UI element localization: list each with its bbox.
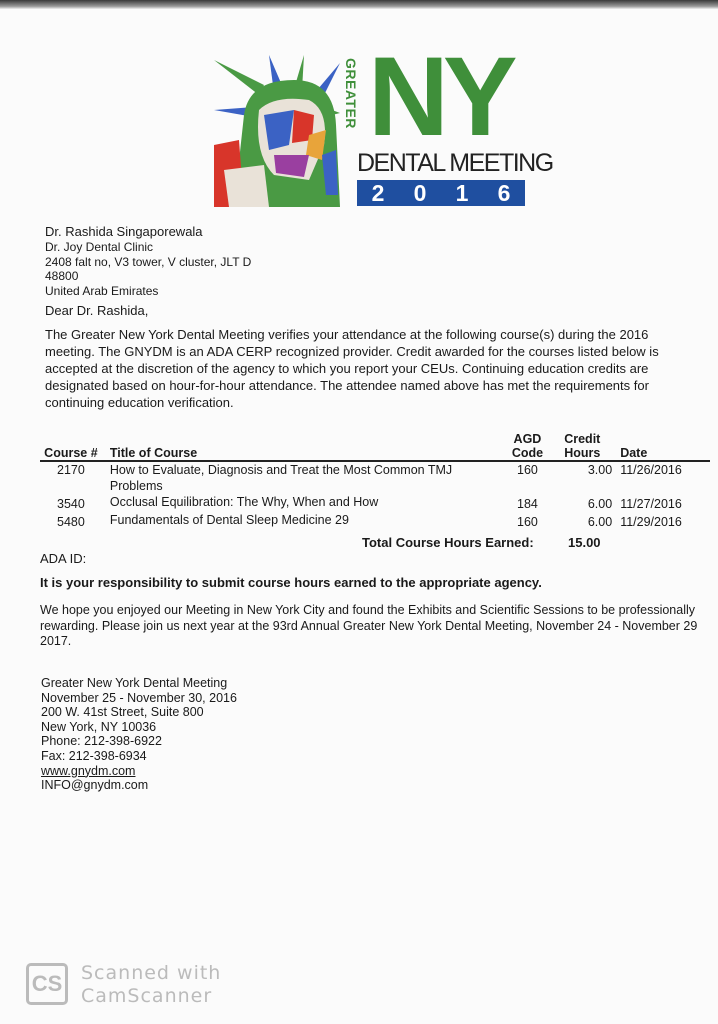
recipient-name: Dr. Rashida Singaporewala — [45, 224, 203, 239]
responsibility-notice: It is your responsibility to submit course hours earned to the appropriate agency. — [40, 575, 542, 590]
email: INFO@gnydm.com — [41, 778, 149, 793]
salutation: Dear Dr. Rashida, — [45, 303, 149, 318]
logo-ny-text: NY — [368, 34, 512, 159]
cell-agd: 160 — [517, 515, 538, 529]
address-line: 2408 falt no, V3 tower, V cluster, JLT D — [45, 254, 252, 269]
cell-agd: 160 — [517, 463, 538, 477]
address-line: 48800 — [45, 269, 79, 283]
cell-hours: 3.00 — [587, 463, 613, 477]
cell-date: 11/29/2016 — [620, 515, 682, 529]
cell-course: 3540 — [57, 497, 85, 511]
header-credit: Credit Hours — [564, 432, 601, 460]
header-agd: AGD Code — [511, 432, 544, 460]
cell-date: 11/26/2016 — [620, 463, 682, 477]
cell-date: 11/27/2016 — [620, 497, 682, 511]
org-name: Greater New York Dental Meeting — [41, 676, 228, 690]
total-row — [40, 534, 710, 551]
table-row — [40, 461, 710, 494]
table-header-row — [40, 432, 710, 461]
logo-year-digit: 2 — [371, 179, 385, 206]
logo-dental-meeting-text: DENTAL MEETING — [357, 149, 553, 177]
logo-year-digit: 0 — [413, 179, 427, 206]
table-row — [40, 512, 710, 530]
header-course: Course # — [44, 446, 98, 460]
logo-year-digit: 1 — [455, 179, 469, 206]
cell-title: Occlusal Equilibration: The Why, When and How — [109, 495, 379, 509]
organizer-contact — [41, 676, 237, 793]
closing-paragraph: We hope you enjoyed our Meeting in New York City and found the Exhibits and Scientific Sessions to be professionally rewarding. Please join us next year at the 93rd Annual Greater New York Dental Meeting, November 24 - November 29 2017. — [40, 603, 698, 648]
fax: Fax: 212-398-6934 — [41, 748, 147, 763]
course-section — [40, 432, 710, 650]
cell-hours: 6.00 — [587, 515, 613, 529]
address-line: United Arab Emirates — [45, 283, 159, 298]
cell-hours: 6.00 — [587, 497, 613, 511]
cell-title: Fundamentals of Dental Sleep Medicine 29 — [109, 513, 349, 527]
address-line: Dr. Joy Dental Clinic — [45, 240, 154, 254]
cell-course: 5480 — [57, 515, 85, 529]
meeting-dates: November 25 - November 30, 2016 — [41, 690, 237, 705]
header-date: Date — [620, 446, 648, 460]
camscanner-logo: CS — [26, 963, 68, 1005]
city: New York, NY 10036 — [41, 719, 157, 734]
cell-agd: 184 — [517, 497, 538, 511]
recipient-address — [45, 224, 251, 298]
cell-title: How to Evaluate, Diagnosis and Treat the Most Common TMJ Problems — [109, 463, 453, 493]
total-value: 15.00 — [568, 535, 601, 550]
intro-paragraph: The Greater New York Dental Meeting verifies your attendance at the following course(s) during the 2016 meeting. The GNYDM is an ADA CERP recognized provider. Credit awarded for the courses listed below is accepted at the discretion of the agency to which you report your CEUs. Continuing education credits are designated based on hour-for-hour attendance. The attendee named above has met the requirements for continuing education verification. — [45, 327, 659, 410]
website-link[interactable]: www.gnydm.com — [41, 763, 136, 778]
scan-edge — [0, 0, 718, 9]
cell-course: 2170 — [57, 463, 85, 477]
logo-year-bar — [357, 180, 525, 206]
total-label: Total Course Hours Earned: — [362, 535, 534, 550]
logo-year-digit: 6 — [497, 179, 511, 206]
table-row — [40, 494, 710, 512]
phone: Phone: 212-398-6922 — [41, 734, 162, 749]
course-table — [40, 432, 710, 530]
logo-greater-text: GREATER — [343, 58, 359, 129]
header-title: Title of Course — [109, 446, 198, 460]
camscanner-watermark: Scanned with CamScanner — [81, 962, 222, 1007]
ada-id-label: ADA ID: — [40, 551, 87, 566]
street: 200 W. 41st Street, Suite 800 — [41, 705, 204, 720]
statue-of-liberty-logo — [214, 55, 340, 207]
